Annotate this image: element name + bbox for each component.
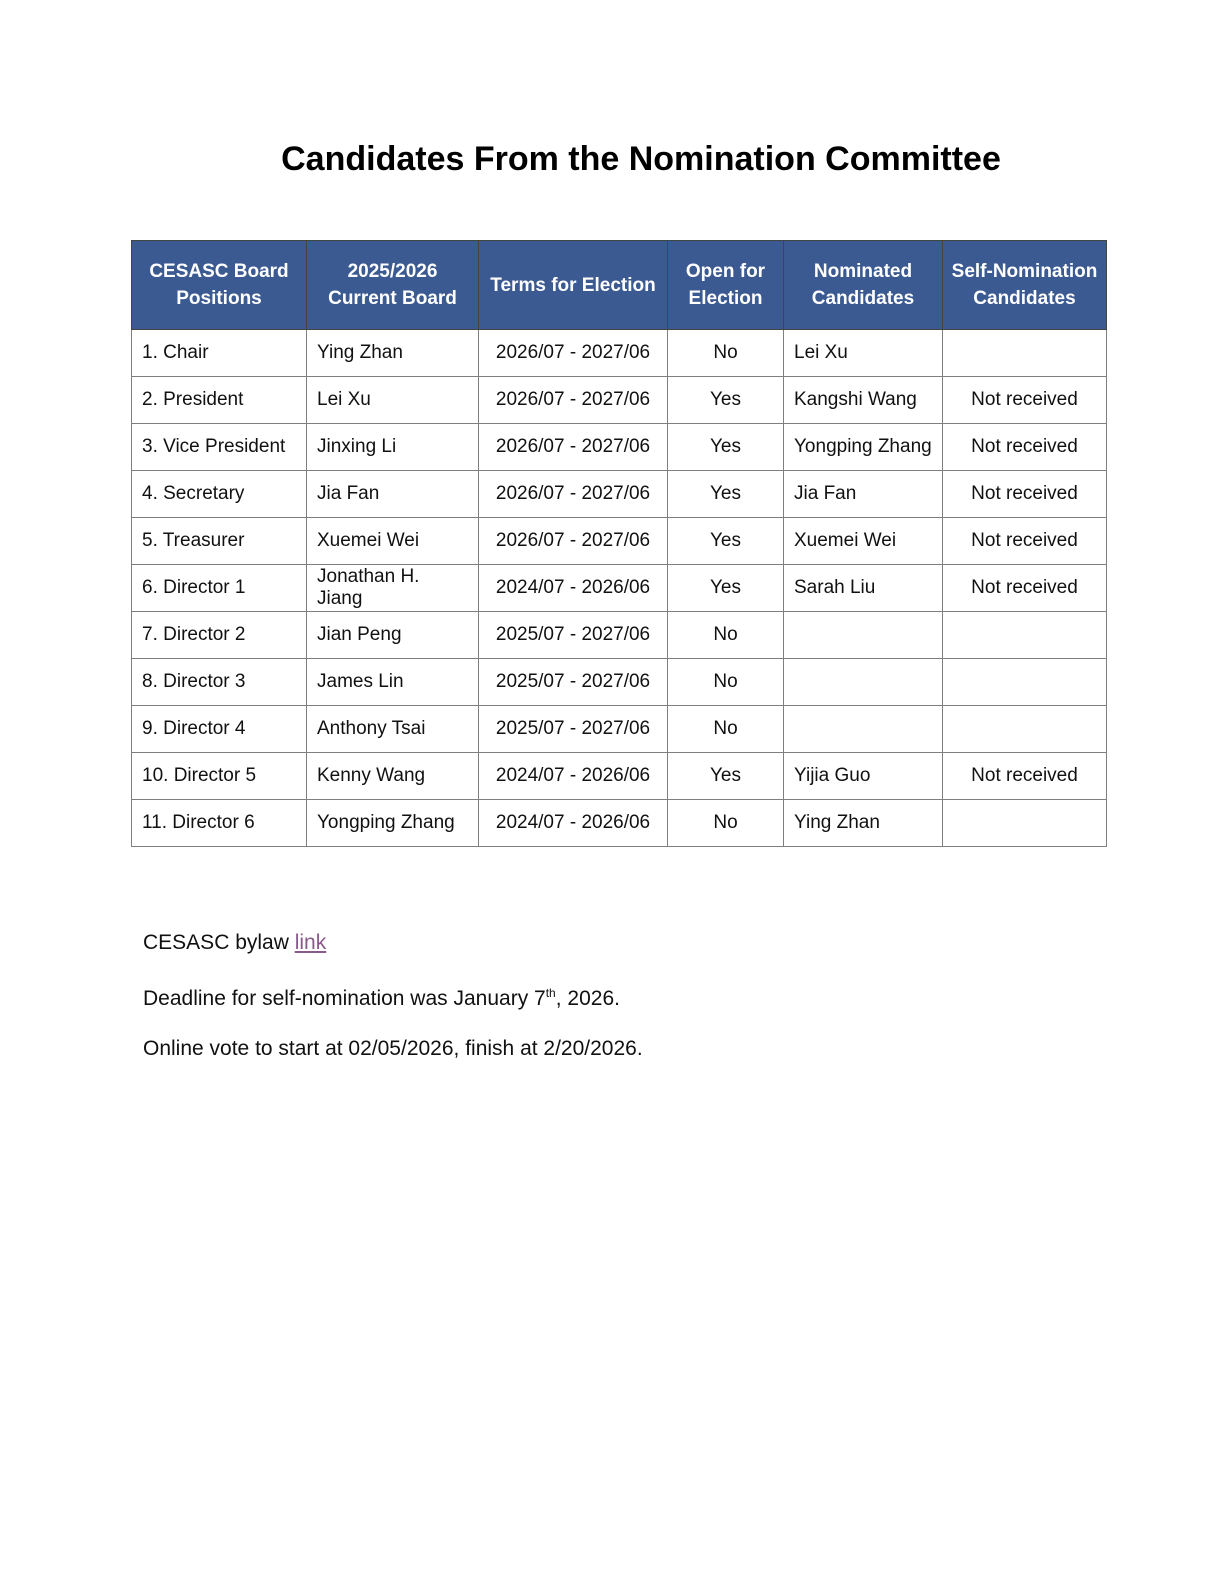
- table-row: [132, 518, 1107, 565]
- cell-position: 10. Director 5: [132, 753, 307, 800]
- cell-open: No: [668, 659, 784, 706]
- cell-current-board: Xuemei Wei: [307, 518, 479, 565]
- cell-self-nomination: Not received: [943, 377, 1107, 424]
- notes: [143, 930, 643, 1086]
- cell-term: 2025/07 - 2027/06: [479, 659, 668, 706]
- deadline-line: [143, 980, 643, 1012]
- cell-nominated: Kangshi Wang: [784, 377, 943, 424]
- cell-term: 2026/07 - 2027/06: [479, 518, 668, 565]
- cell-self-nomination: [943, 706, 1107, 753]
- cell-current-board: Ying Zhan: [307, 330, 479, 377]
- cell-open: No: [668, 800, 784, 847]
- table-row: [132, 330, 1107, 377]
- cell-position: 2. President: [132, 377, 307, 424]
- cell-term: 2026/07 - 2027/06: [479, 377, 668, 424]
- cell-self-nomination: [943, 330, 1107, 377]
- cell-current-board: Jonathan H. Jiang: [307, 565, 479, 612]
- cell-current-board: Anthony Tsai: [307, 706, 479, 753]
- cell-position: 7. Director 2: [132, 612, 307, 659]
- cell-term: 2025/07 - 2027/06: [479, 612, 668, 659]
- cell-self-nomination: [943, 800, 1107, 847]
- cell-open: No: [668, 330, 784, 377]
- bylaw-line: [143, 930, 643, 956]
- table-row: [132, 471, 1107, 518]
- header-self-nomination: Self-Nomination Candidates: [943, 241, 1107, 330]
- cell-open: Yes: [668, 377, 784, 424]
- cell-position: 5. Treasurer: [132, 518, 307, 565]
- cell-position: 4. Secretary: [132, 471, 307, 518]
- cell-nominated: Yongping Zhang: [784, 424, 943, 471]
- cell-nominated: Lei Xu: [784, 330, 943, 377]
- cell-open: Yes: [668, 424, 784, 471]
- header-nominated: Nominated Candidates: [784, 241, 943, 330]
- cell-nominated: Jia Fan: [784, 471, 943, 518]
- cell-current-board: Jinxing Li: [307, 424, 479, 471]
- cell-current-board: Lei Xu: [307, 377, 479, 424]
- cell-nominated: Ying Zhan: [784, 800, 943, 847]
- cell-position: 9. Director 4: [132, 706, 307, 753]
- cell-term: 2024/07 - 2026/06: [479, 753, 668, 800]
- deadline-text: Deadline for self-nomination was January 7: [143, 987, 546, 1010]
- cell-self-nomination: Not received: [943, 518, 1107, 565]
- cell-self-nomination: [943, 659, 1107, 706]
- cell-term: 2026/07 - 2027/06: [479, 424, 668, 471]
- cell-term: 2024/07 - 2026/06: [479, 565, 668, 612]
- header-current-board: 2025/2026 Current Board: [307, 241, 479, 330]
- cell-open: No: [668, 706, 784, 753]
- cell-self-nomination: Not received: [943, 424, 1107, 471]
- table-header-row: [132, 241, 1107, 330]
- cell-position: 1. Chair: [132, 330, 307, 377]
- cell-nominated: [784, 706, 943, 753]
- table-row: [132, 424, 1107, 471]
- cell-self-nomination: Not received: [943, 565, 1107, 612]
- cell-current-board: Kenny Wang: [307, 753, 479, 800]
- table-row: [132, 706, 1107, 753]
- deadline-sup: th: [545, 986, 556, 1000]
- cell-open: Yes: [668, 471, 784, 518]
- cell-nominated: Yijia Guo: [784, 753, 943, 800]
- cell-position: 8. Director 3: [132, 659, 307, 706]
- cell-current-board: Jia Fan: [307, 471, 479, 518]
- cell-self-nomination: [943, 612, 1107, 659]
- header-open: Open for Election: [668, 241, 784, 330]
- cell-nominated: Sarah Liu: [784, 565, 943, 612]
- header-positions: CESASC Board Positions: [132, 241, 307, 330]
- vote-line: Online vote to start at 02/05/2026, finish at 2/20/2026.: [143, 1037, 643, 1060]
- table-row: [132, 377, 1107, 424]
- cell-position: 6. Director 1: [132, 565, 307, 612]
- cell-current-board: Yongping Zhang: [307, 800, 479, 847]
- cell-position: 11. Director 6: [132, 800, 307, 847]
- deadline-suffix: , 2026.: [555, 987, 620, 1010]
- cell-open: No: [668, 612, 784, 659]
- table-row: [132, 612, 1107, 659]
- cell-open: Yes: [668, 518, 784, 565]
- candidates-table: [131, 240, 1107, 847]
- cell-open: Yes: [668, 565, 784, 612]
- cell-position: 3. Vice President: [132, 424, 307, 471]
- cell-term: 2026/07 - 2027/06: [479, 471, 668, 518]
- cell-self-nomination: Not received: [943, 471, 1107, 518]
- bylaw-text: CESASC bylaw: [143, 931, 295, 954]
- cell-current-board: James Lin: [307, 659, 479, 706]
- cell-current-board: Jian Peng: [307, 612, 479, 659]
- table-row: [132, 800, 1107, 847]
- page-title: Candidates From the Nomination Committee: [281, 140, 1001, 178]
- table-row: [132, 753, 1107, 800]
- cell-nominated: [784, 612, 943, 659]
- cell-open: Yes: [668, 753, 784, 800]
- cell-nominated: Xuemei Wei: [784, 518, 943, 565]
- cell-nominated: [784, 659, 943, 706]
- cell-self-nomination: Not received: [943, 753, 1107, 800]
- bylaw-link[interactable]: link: [294, 931, 327, 954]
- cell-term: 2024/07 - 2026/06: [479, 800, 668, 847]
- table-row: [132, 659, 1107, 706]
- cell-term: 2025/07 - 2027/06: [479, 706, 668, 753]
- table-row: [132, 565, 1107, 612]
- header-terms: Terms for Election: [479, 241, 668, 330]
- cell-term: 2026/07 - 2027/06: [479, 330, 668, 377]
